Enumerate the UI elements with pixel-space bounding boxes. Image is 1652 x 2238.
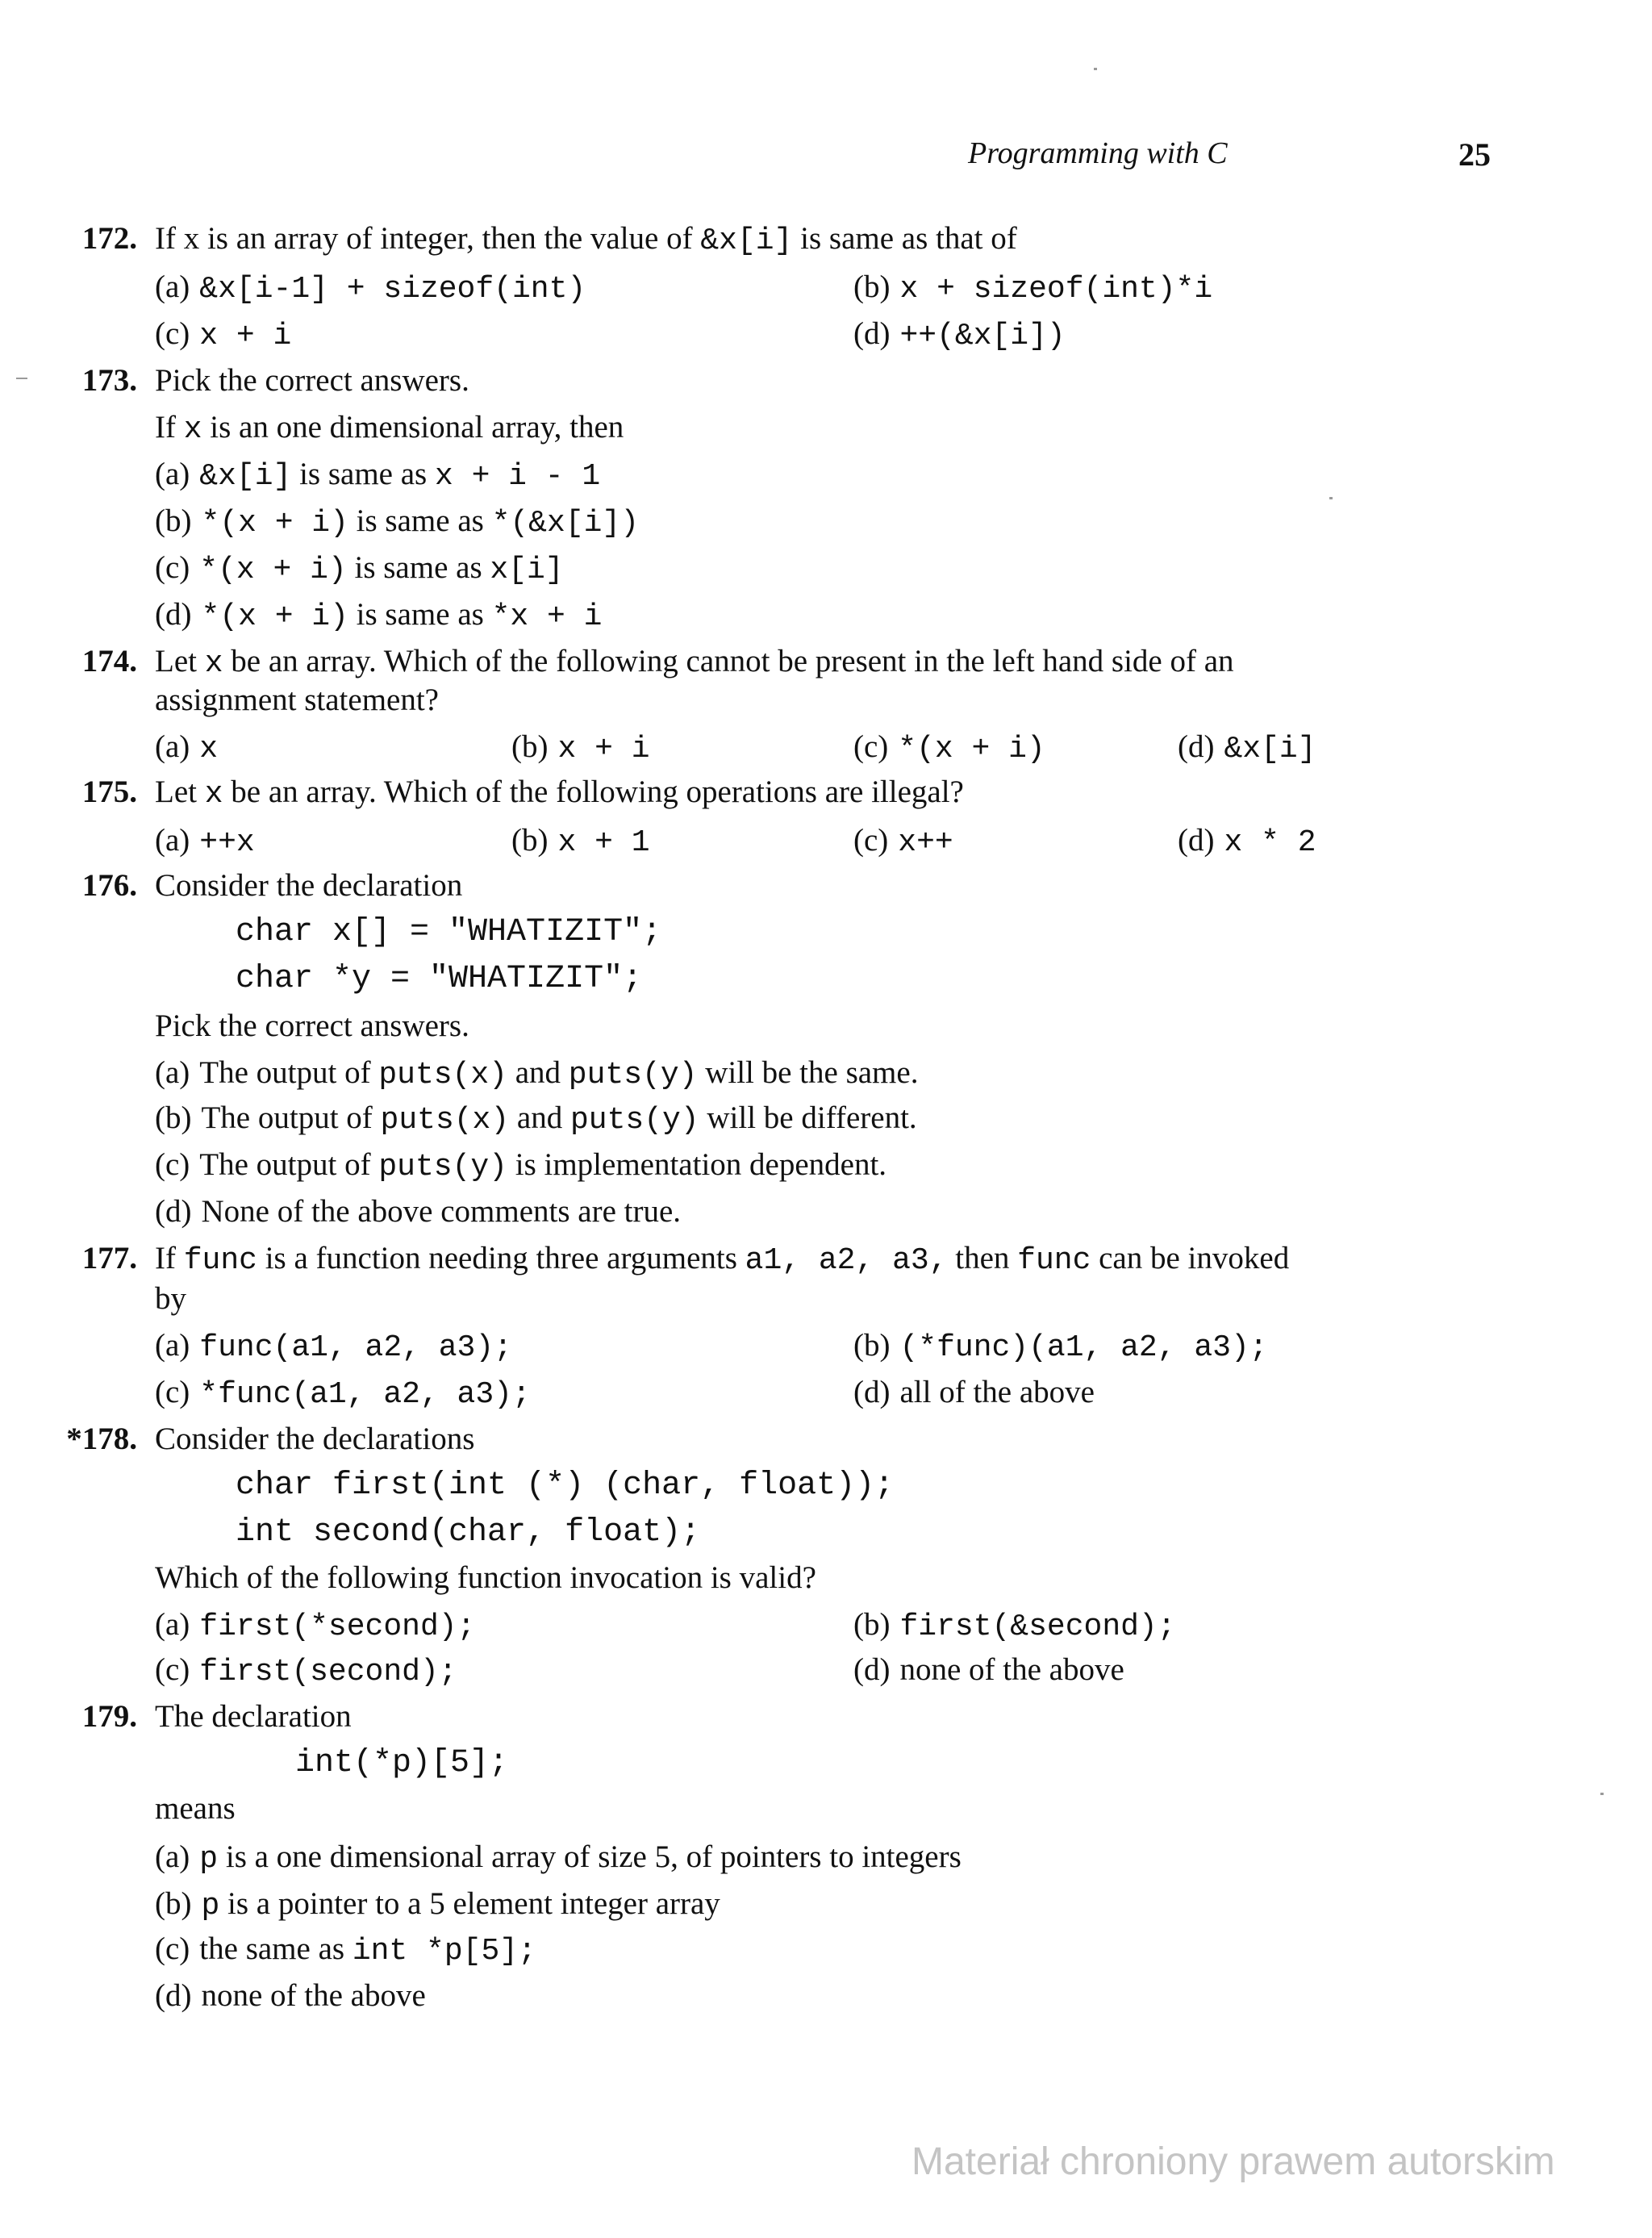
question-text: Pick the correct answers. (155, 1008, 469, 1043)
option-a: (a) The output of puts(x) and puts(y) will be the same. (155, 1055, 919, 1092)
option-c: (c) the same as int *p[5]; (155, 1931, 536, 1969)
option-c: (c) The output of puts(y) is implementation dependent. (155, 1147, 887, 1184)
code-line: char x[] = "WHATIZIT"; (236, 914, 662, 950)
option-a: (a) func(a1, a2, a3); (155, 1328, 512, 1365)
question-number: 175. (81, 775, 137, 809)
option-a: (a) first(*second); (155, 1607, 476, 1644)
question-text: The declaration (155, 1699, 352, 1734)
page-number: 25 (1458, 136, 1491, 173)
scan-speck (1094, 68, 1097, 70)
question-text: Which of the following function invocation is valid? (155, 1560, 816, 1595)
scan-speck (1329, 497, 1333, 499)
option-b: (b) *(x + i) is same as *(&x[i]) (155, 503, 639, 541)
option-d: (d) none of the above (853, 1652, 1124, 1687)
option-d: (d) none of the above (155, 1978, 426, 2013)
option-a: (a) &x[i-1] + sizeof(int) (155, 269, 586, 307)
option-d: (d) &x[i] (1178, 729, 1316, 766)
question-text: Pick the correct answers. (155, 363, 469, 398)
option-c: (c) x + i (155, 316, 292, 353)
question-number: 173. (81, 363, 137, 398)
option-b: (b) x + 1 (511, 823, 650, 860)
code-line: int(*p)[5]; (295, 1745, 509, 1781)
option-d: (d) x * 2 (1178, 823, 1316, 860)
question-text: Consider the declarations (155, 1422, 475, 1456)
question-text: assignment statement? (155, 683, 439, 717)
question-text: by (155, 1281, 186, 1316)
copyright-watermark: Materiał chroniony prawem autorskim (912, 2140, 1555, 2183)
code-line: char first(int (*) (char, float)); (236, 1468, 895, 1504)
question-number: 179. (81, 1699, 137, 1734)
question-text: If x is an one dimensional array, then (155, 410, 624, 447)
question-number: 177. (81, 1241, 137, 1276)
running-title: Programming with C (968, 136, 1228, 170)
option-d: (d) None of the above comments are true. (155, 1194, 682, 1229)
question-text: If func is a function needing three arguments a1, a2, a3, then func can be invoked (155, 1241, 1290, 1278)
option-a: (a) x (155, 729, 219, 766)
question-number: 174. (81, 644, 137, 678)
option-b: (b) first(&second); (853, 1607, 1176, 1644)
option-a: (a) &x[i] is same as x + i - 1 (155, 457, 601, 494)
option-c: (c) *(x + i) (853, 729, 1045, 766)
question-number: 172. (81, 221, 137, 256)
option-c: (c) x++ (853, 823, 953, 860)
option-b: (b) x + sizeof(int)*i (853, 269, 1213, 307)
question-number: 176. (81, 868, 137, 903)
option-a: (a) ++x (155, 823, 255, 860)
question-number: *178. (66, 1422, 137, 1456)
question-text: Let x be an array. Which of the following cannot be present in the left hand side of an (155, 644, 1234, 681)
code-line: int second(char, float); (236, 1514, 701, 1551)
option-d: (d) ++(&x[i]) (853, 316, 1066, 353)
option-c: (c) *func(a1, a2, a3); (155, 1375, 531, 1412)
option-d: (d) *(x + i) is same as *x + i (155, 597, 603, 634)
scan-speck (1600, 1793, 1604, 1795)
code-line: char *y = "WHATIZIT"; (236, 961, 643, 997)
option-b: (b) x + i (511, 729, 650, 766)
question-text: Consider the declaration (155, 868, 463, 903)
option-a: (a) p is a one dimensional array of size 5, of pointers to integers (155, 1839, 962, 1877)
option-b: (b) The output of puts(x) and puts(y) will be different. (155, 1100, 917, 1138)
option-b: (b) (*func)(a1, a2, a3); (853, 1328, 1268, 1365)
question-text: means (155, 1791, 236, 1826)
option-c: (c) *(x + i) is same as x[i] (155, 550, 564, 587)
option-d: (d) all of the above (853, 1375, 1095, 1409)
option-b: (b) p is a pointer to a 5 element integer array (155, 1886, 720, 1923)
question-text: If x is an array of integer, then the value of &x[i] is same as that of (155, 221, 1017, 258)
question-text: Let x be an array. Which of the following operations are illegal? (155, 775, 964, 812)
option-c: (c) first(second); (155, 1652, 457, 1689)
